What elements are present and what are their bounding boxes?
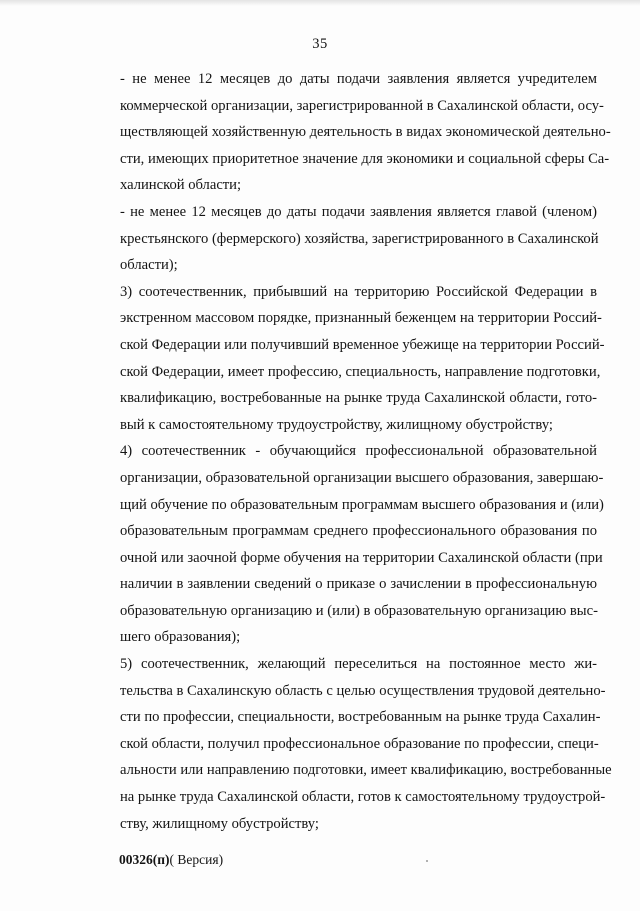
text-line: области); bbox=[120, 257, 178, 274]
paragraph bbox=[120, 66, 611, 199]
text-line: ской области, получил профессиональное образование по профессии, специ- bbox=[120, 735, 599, 752]
text-line: квалификацию, востребованные на рынке труда Сахалинской области, гото- bbox=[120, 390, 597, 407]
document-version: ( Версия) bbox=[169, 852, 224, 867]
text-line: образовательным программам среднего профессионального образования по bbox=[120, 523, 597, 540]
document-body bbox=[120, 66, 612, 837]
text-line: крестьянского (фермерского) хозяйства, зарегистрированного в Сахалинской bbox=[120, 230, 599, 247]
text-line: сти, имеющих приоритетное значение для экономики и социальной сферы Са- bbox=[120, 150, 610, 167]
text-line: тельства в Сахалинскую область с целью осуществления трудовой деятельно- bbox=[120, 682, 606, 699]
text-line: вый к самостоятельному трудоустройству, жилищному обустройству; bbox=[120, 416, 553, 433]
paragraph bbox=[120, 438, 604, 651]
text-line: сти по профессии, специальности, востребованным на рынке труда Сахалин- bbox=[120, 709, 601, 726]
text-line: - не менее 12 месяцев до даты подачи заявления является учредителем bbox=[120, 71, 597, 87]
text-line: на рынке труда Сахалинской области, готов к самостоятельному трудоустрой- bbox=[120, 789, 606, 806]
paragraph bbox=[120, 199, 597, 279]
text-line: организации, образовательной организации высшего образования, завершаю- bbox=[120, 469, 604, 486]
text-line: щий обучение по образовательным программам высшего образования и (или) bbox=[120, 496, 604, 513]
text-line: наличии в заявлении сведений о приказе о зачислении в профессиональную bbox=[120, 576, 597, 593]
text-line: 5) соотечественник, желающий переселиться на постоянное место жи- bbox=[120, 656, 597, 673]
scan-top-edge bbox=[0, 0, 640, 6]
text-line: ществляющей хозяйственную деятельность в видах экономической деятельно- bbox=[120, 124, 611, 141]
text-line: альности или направлению подготовки, имеет квалификацию, востребованные bbox=[120, 762, 612, 779]
text-line: ской Федерации, имеет профессию, специальность, направление подготовки, bbox=[120, 363, 601, 380]
text-line: - не менее 12 месяцев до даты подачи заявления является главой (членом) bbox=[120, 203, 597, 220]
text-line: 3) соотечественник, прибывший на территорию Российской Федерации в bbox=[120, 283, 597, 300]
document-code: 00326(п) bbox=[119, 852, 170, 867]
text-line: экстренном массовом порядке, признанный беженцем на территории Россий- bbox=[120, 310, 602, 327]
text-line: ской Федерации или получивший временное убежище на территории Россий- bbox=[120, 336, 605, 353]
text-line: халинской области; bbox=[120, 177, 242, 194]
paragraph bbox=[120, 279, 605, 439]
text-line: образовательную организацию и (или) в образовательную организацию выс- bbox=[120, 602, 598, 619]
page-number: 35 bbox=[312, 36, 328, 52]
text-line: ству, жилищному обустройству; bbox=[120, 815, 319, 832]
paragraph bbox=[120, 651, 612, 837]
text-line: очной или заочной форме обучения на территории Сахалинской области (при bbox=[120, 549, 603, 566]
text-line: 4) соотечественник - обучающийся профессиональной образовательной bbox=[120, 443, 597, 460]
document-footer bbox=[119, 852, 223, 868]
text-line: коммерческой организации, зарегистрированной в Сахалинской области, осу- bbox=[120, 97, 604, 114]
scan-speck bbox=[426, 860, 428, 862]
text-line: шего образования); bbox=[120, 629, 241, 646]
